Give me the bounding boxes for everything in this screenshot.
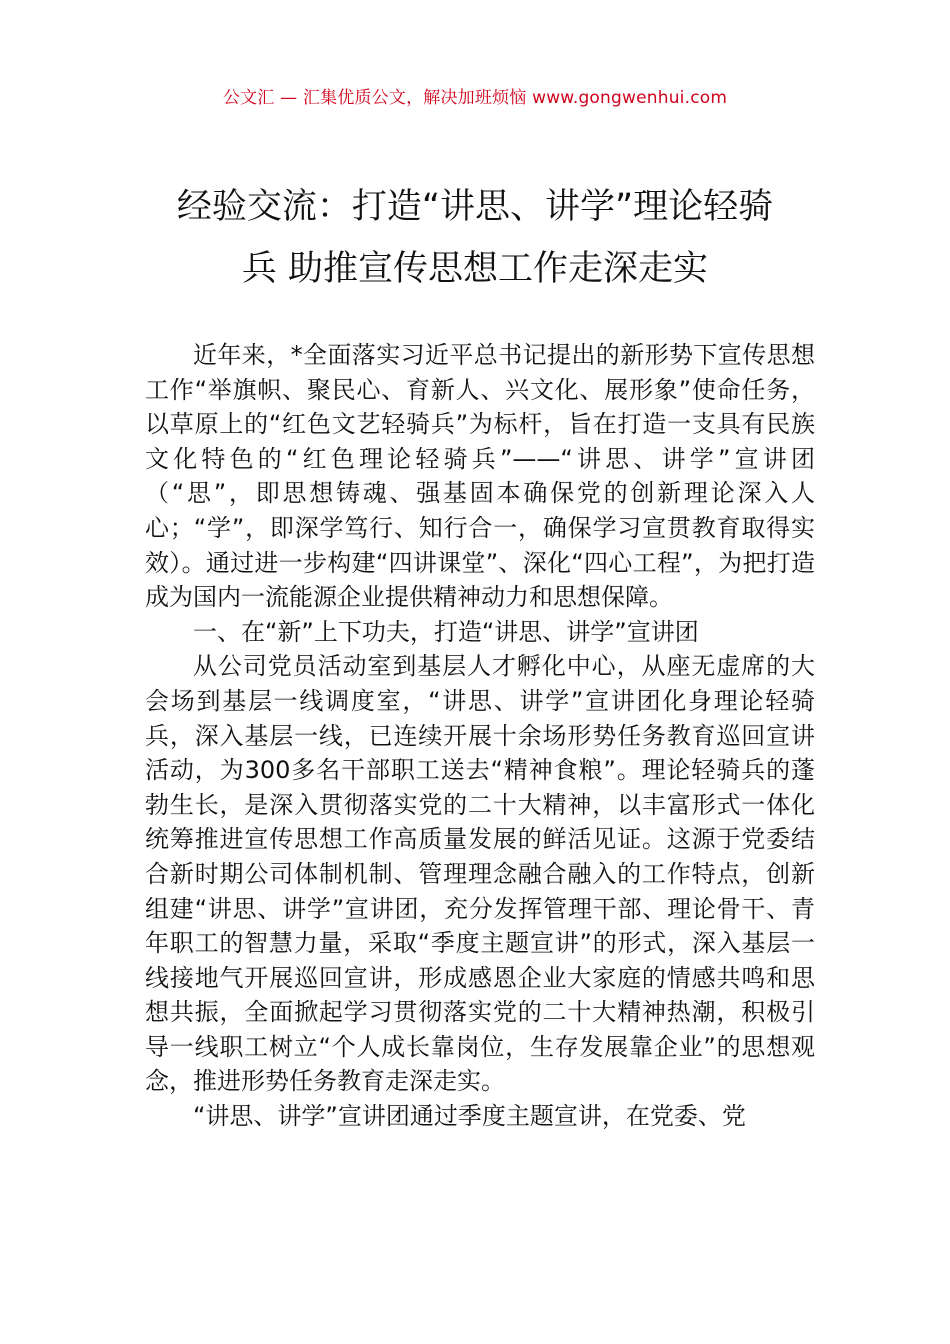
title-line-2: 兵 助推宣传思想工作走深走实 — [241, 249, 709, 289]
paragraph-continued: “讲思、讲学”宣讲团通过季度主题宣讲，在党委、党 — [193, 1102, 746, 1131]
header-banner: 公文汇 — 汇集优质公文，解决加班烦恼 www.gongwenhui.com — [222, 88, 728, 108]
document-title — [110, 176, 840, 300]
title-line-1: 经验交流：打造“讲思、讲学”理论轻骑 — [176, 187, 774, 227]
document-body — [145, 338, 815, 1134]
paragraph-section-1: 从公司党员活动室到基层人才孵化中心，从座无虚席的大会场到基层一线调度室，“讲思、讲学”宣讲团化身理论轻骑兵，深入基层一线，已连续开展十余场形势任务教育巡回宣讲活动，为300多名干部职工送去“精神食粮”。理论轻骑兵的蓬勃生长，是深入贯彻落实党的二十大精神，以丰富形式一体化统筹推进宣传思想工作高质量发展的鲜活见证。这源于党委结合新时期公司体制机制、管理理念融合融入的工作特点，创新组建“讲思、讲学”宣讲团，充分发挥管理干部、理论骨干、青年职工的智慧力量，采取“季度主题宣讲”的形式，深入基层一线接地气开展巡回宣讲，形成感恩企业大家庭的情感共鸣和思想共振，全面掀起学习贯彻落实党的二十大精神热潮，积极引导一线职工树立“个人成长靠岗位，生存发展靠企业”的思想观念，推进形势任务教育走深走实。 — [145, 652, 815, 1096]
paragraph-intro: 近年来，*全面落实习近平总书记提出的新形势下宣传思想工作“举旗帜、聚民心、育新人、兴文化、展形象”使命任务，以草原上的“红色文艺轻骑兵”为标杆，旨在打造一支具有民族文化特色的“红色理论轻骑兵”——“讲思、讲学”宣讲团（“思”，即思想铸魂、强基固本确保党的创新理论深入人心；“学”，即深学笃行、知行合一，确保学习宣贯教育取得实效）。通过进一步构建“四讲课堂”、深化“四心工程”，为把打造成为国内一流能源企业提供精神动力和思想保障。 — [145, 341, 815, 612]
section-heading-1: 一、在“新”上下功夫，打造“讲思、讲学”宣讲团 — [193, 617, 699, 646]
